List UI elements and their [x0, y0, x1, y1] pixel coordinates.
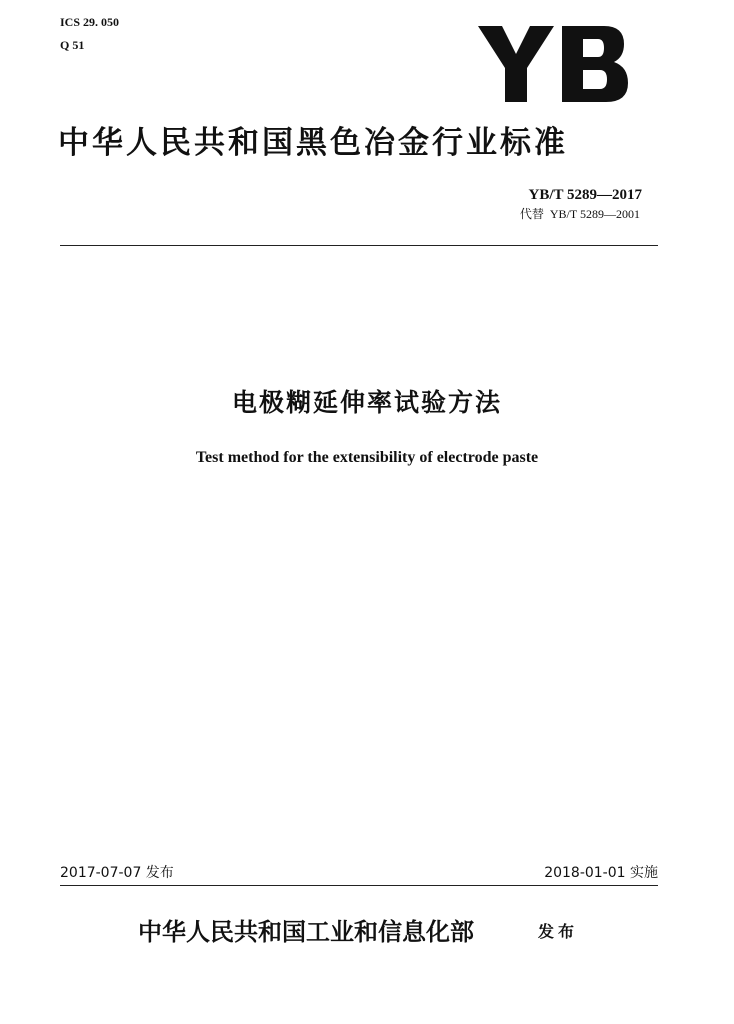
ics-code: ICS 29. 050	[60, 15, 120, 29]
ccs-code: Q 51	[60, 38, 85, 52]
issue-date: 2017-07-07 发布	[60, 865, 174, 881]
yb-logo	[478, 26, 628, 102]
replaces-label: 代替	[519, 207, 544, 221]
replaces-number: YB/T 5289—2001	[549, 207, 640, 221]
header-divider	[60, 245, 658, 246]
publish-label: 发布	[538, 922, 579, 941]
footer-divider	[60, 885, 658, 886]
publisher-name: 中华人民共和国工业和信息化部	[138, 917, 474, 946]
title-chinese: 电极糊延伸率试验方法	[231, 388, 502, 417]
standard-number: YB/T 5289—2017	[528, 187, 642, 203]
title-english: Test method for the extensibility of electrode paste	[195, 449, 539, 466]
replaces-line	[520, 207, 640, 222]
org-title: 中华人民共和国黑色冶金行业标准	[58, 125, 568, 161]
implementation-date: 2018-01-01 实施	[544, 865, 658, 881]
